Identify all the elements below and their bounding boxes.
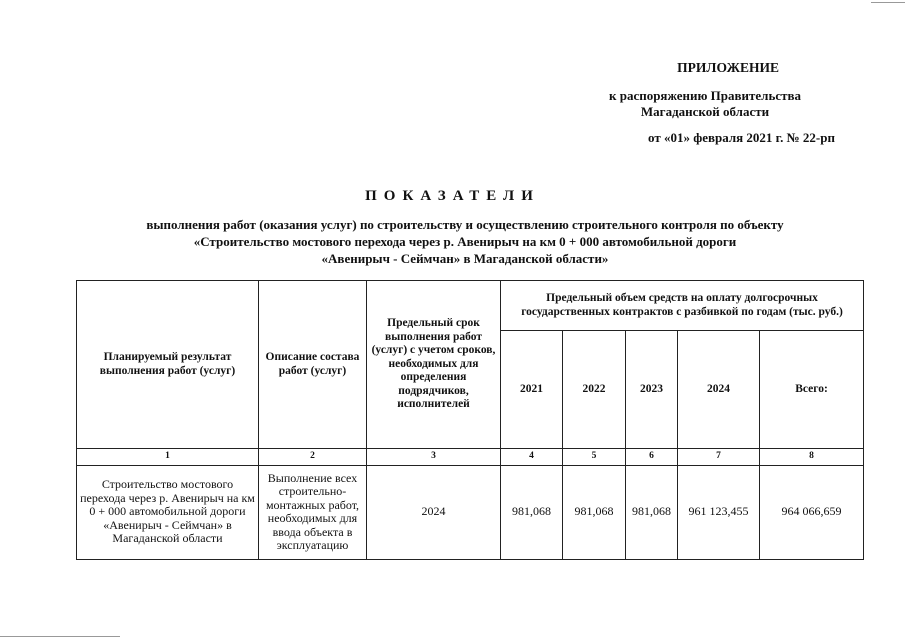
appendix-line-1: к распоряжению Правительства (608, 88, 802, 103)
subtitle-line-1: выполнения работ (оказания услуг) по строительству и осуществлению строительного контроля по объекту (146, 217, 784, 232)
column-number: 3 (367, 449, 501, 466)
appendix-block (575, 60, 835, 146)
header-year-2023: 2023 (626, 331, 678, 449)
header-deadline: Предельный срок выполнения работ (услуг) с учетом сроков, необходимых для определения подрядчиков, исполнителей (367, 281, 501, 449)
indicators-table (76, 280, 864, 560)
document-title: ПОКАЗАТЕЛИ (365, 188, 540, 204)
cell-total: 964 066,659 (760, 465, 864, 559)
column-number: 1 (77, 449, 259, 466)
header-year-2021: 2021 (501, 331, 563, 449)
column-number: 6 (626, 449, 678, 466)
table-row (77, 465, 864, 559)
header-year-2024: 2024 (678, 331, 760, 449)
scan-edge-mark-top (871, 2, 905, 3)
cell-description: Выполнение всех строительно-монтажных работ, необходимых для ввода объекта в эксплуатацию (259, 465, 367, 559)
document-subtitle (80, 216, 850, 267)
header-funding-group: Предельный объем средств на оплату долгосрочных государственных контрактов с разбивкой по годам (тыс. руб.) (501, 281, 864, 331)
column-number: 4 (501, 449, 563, 466)
subtitle-line-2: «Строительство мостового перехода через р. Авенирыч на км 0 + 000 автомобильной дороги (193, 234, 737, 249)
cell-2024: 961 123,455 (678, 465, 760, 559)
cell-2023: 981,068 (626, 465, 678, 559)
column-numbers-row (77, 449, 864, 466)
column-number: 7 (678, 449, 760, 466)
column-number: 5 (563, 449, 626, 466)
appendix-label: ПРИЛОЖЕНИЕ (677, 60, 779, 75)
header-total: Всего: (760, 331, 864, 449)
column-number: 2 (259, 449, 367, 466)
cell-result: Строительство мостового перехода через р. Авенирыч на км 0 + 000 автомобильной дороги «Авенирыч - Сеймчан» в Магаданской области (77, 465, 259, 559)
cell-2022: 981,068 (563, 465, 626, 559)
header-planned-result: Планируемый результат выполнения работ (услуг) (77, 281, 259, 449)
cell-2021: 981,068 (501, 465, 563, 559)
scan-edge-mark-bottom (0, 636, 120, 637)
header-year-2022: 2022 (563, 331, 626, 449)
subtitle-line-3: «Авенирыч - Сеймчан» в Магаданской области» (321, 251, 609, 266)
header-work-description: Описание состава работ (услуг) (259, 281, 367, 449)
appendix-line-2: Магаданской области (640, 104, 770, 119)
column-number: 8 (760, 449, 864, 466)
cell-deadline: 2024 (367, 465, 501, 559)
appendix-date-line: от «01» февраля 2021 г. № 22-рп (648, 130, 835, 145)
